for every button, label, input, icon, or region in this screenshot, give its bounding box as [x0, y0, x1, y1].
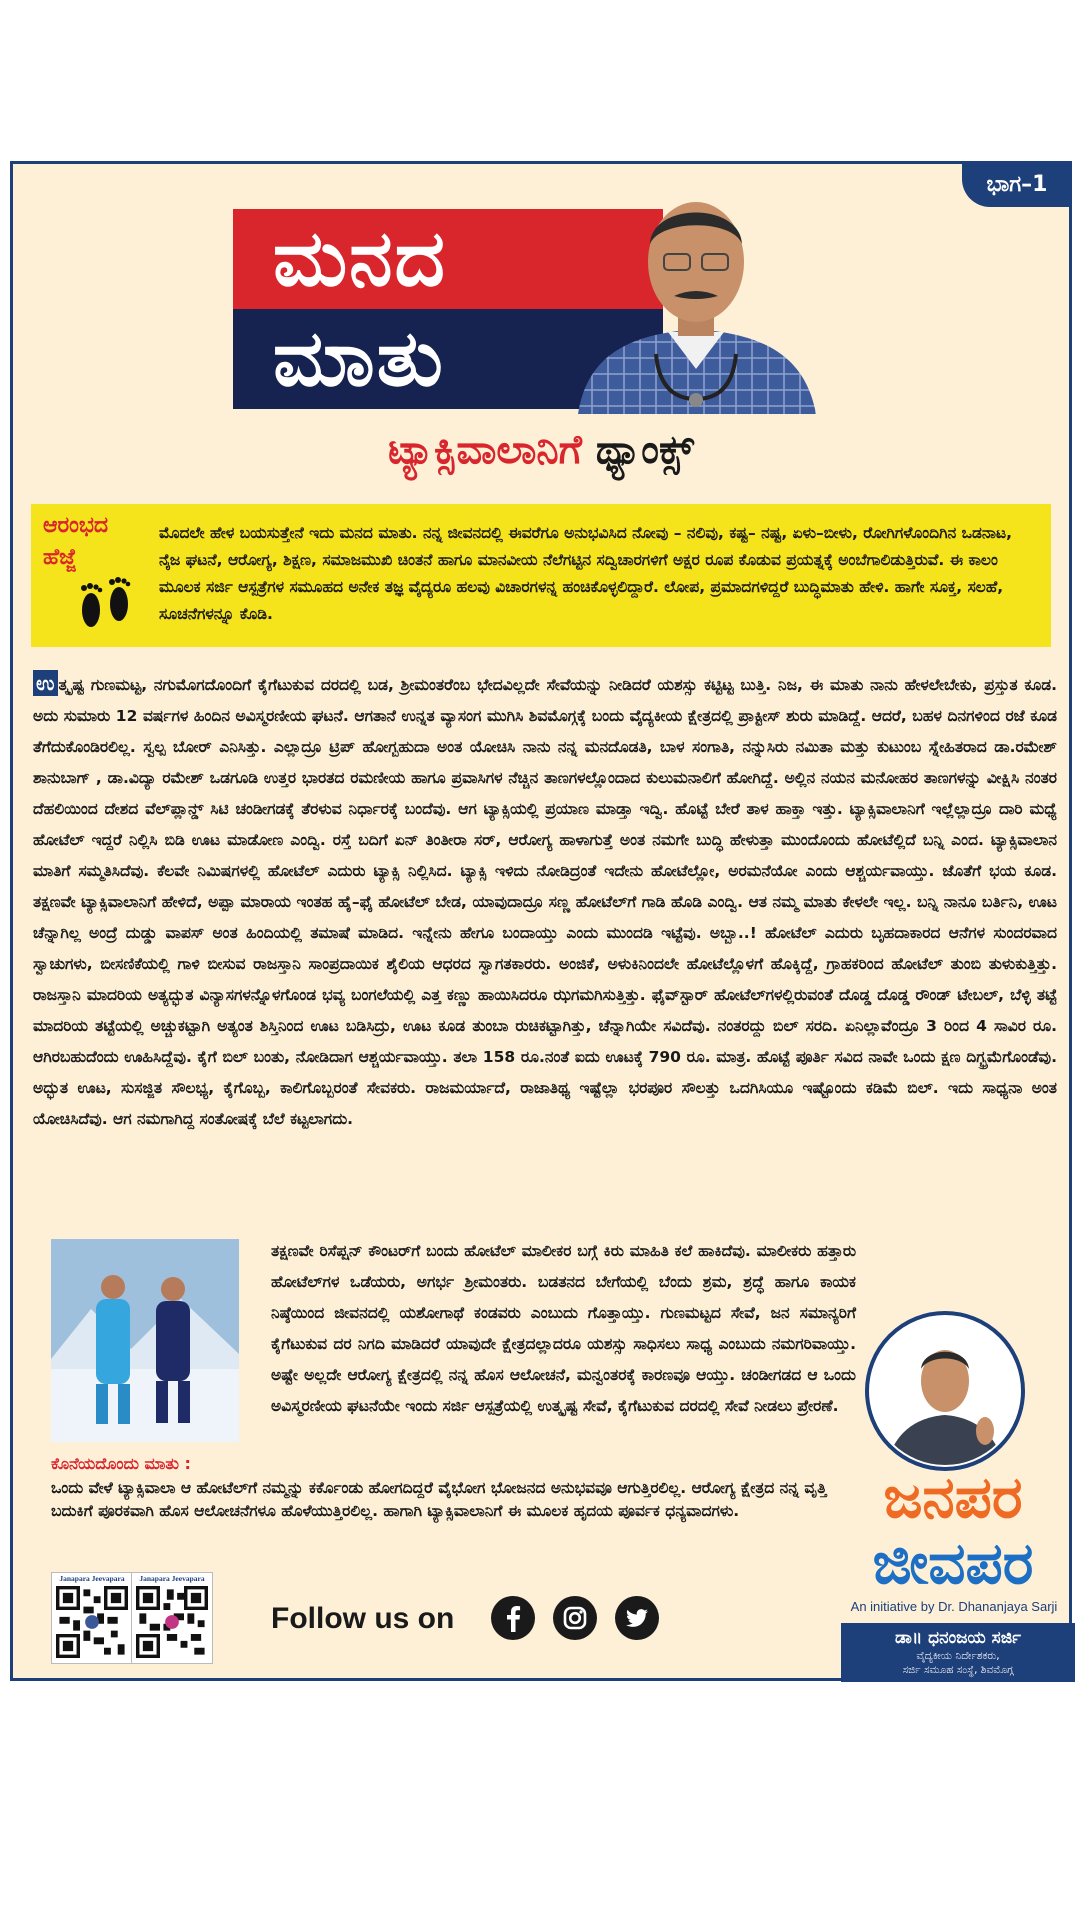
footprints-icon — [71, 572, 141, 632]
author-name: ಡಾ॥ ಧನಂಜಯ ಸರ್ಜಿ — [895, 1628, 1021, 1648]
qr-code-facebook[interactable] — [51, 1572, 133, 1664]
instagram-icon[interactable] — [553, 1596, 597, 1640]
qr-caption: Janapara Jeevapara — [139, 1574, 205, 1583]
intro-box — [31, 504, 1051, 647]
article-body-text: ತ್ಕೃಷ್ಟ ಗುಣಮಟ್ಟ, ನಗುಮೊಗದೊಂದಿಗೆ ಕೈಗೆಟುಕುವ ದರದಲ್ಲಿ ಬಡ, ಶ್ರೀಮಂತರೆಂಬ ಭೇದವಿಲ್ಲದೇ ಸೇವೆಯನ್ನು ನೀಡಿದರೆ ಯಶಸ್ಸು ಕಟ್ಟಿಟ್ಟ ಬುತ್ತಿ. ನಿಜ, ಈ ಮಾತು ನಾನು ಹೇಳಲೇಬೇಕು, ಪ್ರಸ್ತುತ ಕೂಡ. ಅದು ಸುಮಾರು 12 ವರ್ಷಗಳ ಹಿಂದಿನ ಅವಿಸ್ಮರಣೀಯ ಘಟನೆ. ಆಗತಾನೆ ಉನ್ನತ ವ್ಯಾಸಂಗ ಮುಗಿಸಿ ಶಿವಮೊಗ್ಗಕ್ಕೆ ಬಂದು ವೈದ್ಯಕೀಯ ಕ್ಷೇತ್ರದಲ್ಲಿ ಪ್ರಾಕ್ಟೀಸ್ ಶುರು ಮಾಡಿದ್ದೆ. ಆದರೆ, ಬಹಳ ದಿನಗಳಿಂದ ರಜೆ ಕೂಡ ತೆಗೆದುಕೊಂಡಿರಲಿಲ್ಲ. ಸ್ವಲ್ಪ ಬೋರ್ ಎನಿಸಿತ್ತು. ಎಲ್ಲಾದ್ರೂ ಟ್ರಿಪ್ ಹೋಗ್ಬಹುದಾ ಅಂತ ಯೋಚಿಸಿ ನಾನು ನನ್ನ ಮನದೊಡತಿ, ಬಾಳ ಸಂಗಾತಿ, ನನ್ನುಸಿರು ನಮಿತಾ ಮತ್ತು ಕುಟುಂಬ ಸ್ನೇಹಿತರಾದ ಡಾ.ರಮೇಶ್ ಶಾನುಬಾಗ್ , ಡಾ.ವಿದ್ಯಾ ರಮೇಶ್ ಒಡಗೂಡಿ ಉತ್ತರ ಭಾರತದ ರಮಣೀಯ ಹಾಗೂ ಪ್ರವಾಸಿಗಳ ನೆಚ್ಚಿನ ತಾಣಗಳಲ್ಲೊಂದಾದ ಕುಲುಮನಾಲಿಗೆ ಹೋಗಿದ್ದೆ. ಅಲ್ಲಿನ ನಯನ ಮನೋಹರ ತಾಣಗಳನ್ನು ವೀಕ್ಷಿಸಿ ನಂತರ ದೆಹಲಿಯಿಂದ ದೇಶದ ವೆಲ್‌ಪ್ಲಾನ್ಡ್ ಸಿಟಿ ಚಂಡೀಗಡಕ್ಕೆ ತೆರಳುವ ನಿರ್ಧಾರಕ್ಕೆ ಬಂದೆವು. ಆಗ ಟ್ಯಾಕ್ಸಿಯಲ್ಲಿ ಪ್ರಯಾಣ ಮಾಡ್ತಾ ಇದ್ವಿ. ಹೊಟ್ಟೆ ಬೇರೆ ತಾಳ ಹಾಕ್ತಾ ಇತ್ತು. ಟ್ಯಾಕ್ಸಿವಾಲಾನಿಗೆ ಇಲ್ಲೆಲ್ಲಾದ್ರೂ ದಾರಿ ಮಧ್ಯೆ ಹೋಟೆಲ್ ಇದ್ದರೆ ನಿಲ್ಲಿಸಿ ಬಿಡಿ ಊಟ ಮಾಡೋಣ ಎಂದ್ವಿ. ರಸ್ತೆ ಬದಿಗೆ ಏನ್ ತಿಂತೀರಾ ಸರ್, ಆರೋಗ್ಯ ಹಾಳಾಗುತ್ತೆ ಅಂತ ನಮಗೇ ಬುದ್ಧಿ ಹೇಳುತ್ತಾ ಮುಂದೊಂದು ಹೋಟೆಲ್ಲಿದೆ ಬನ್ನಿ ಎಂದ. ಟ್ಯಾಕ್ಸಿವಾಲಾನ ಮಾತಿಗೆ ಸಮ್ಮತಿಸಿದೆವು. ಕೆಲವೇ ನಿಮಿಷಗಳಲ್ಲಿ ಹೋಟೆಲ್ ಎದುರು ಟ್ಯಾಕ್ಸಿ ನಿಲ್ಲಿಸಿದ. ಟ್ಯಾಕ್ಸಿ ಇಳಿದು ನೋಡಿದ್ರಂತೆ ಇದೇನು ಹೋಟೆಲ್ಲೋ, ಅರಮನೆಯೋ ಎಂದು ಆಶ್ಚರ್ಯವಾಯ್ತು. ಜೊತೆಗೆ ಭಯ ಕೂಡ. ತಕ್ಷಣವೇ ಟ್ಯಾಕ್ಸಿವಾಲಾನಿಗೆ ಹೇಳಿದೆ, ಅಪ್ಪಾ ಮಾರಾಯ ಇಂತಹ ಹೈ–ಫೈ ಹೋಟೆಲ್ ಬೇಡ, ಯಾವುದಾದ್ರೂ ಸಣ್ಣ ಹೋಟೆಲ್‌ಗೆ ಗಾಡಿ ಹೊಡಿ ಎಂದ್ವಿ. ಆತ ನಮ್ಮ ಮಾತು ಕೇಳಲೇ ಇಲ್ಲ. ಬನ್ನಿ ನಾನೂ ಬರ್ತಿನಿ, ಊಟ ಚೆನ್ನಾಗಿಲ್ಲ ಅಂದ್ರೆ ದುಡ್ಡು ವಾಪಸ್ ಅಂತ ಹಿಂದಿಯಲ್ಲಿ ತಮಾಷೆ ಮಾಡಿದ. ಇನ್ನೇನು ಹೇಗೂ ಬಂದಾಯ್ತು ಎಂದು ಮುಂದಡಿ ಇಟ್ಟೆವು. ಅಬ್ಬಾ..! ಹೋಟೆಲ್ ಎದುರು ಬೃಹದಾಕಾರದ ಆನೆಗಳ ಸುಂದರವಾದ ಸ್ವಾಚುಗಳು, ಬೀಸಣಿಕೆಯಲ್ಲಿ ಗಾಳಿ ಬೀಸುವ ರಾಜಸ್ತಾನಿ ಸಾಂಪ್ರದಾಯಿಕ ಶೈಲಿಯ ಆಧರದ ಸ್ವಾಗತಕಾರರು. ಅಂಜಿಕೆ, ಅಳುಕಿನಿಂದಲೇ ಹೋಟೆಲ್ಲೊಳಗೆ ಹೊಕ್ಕಿದ್ದೆ, ಗ್ರಾಹಕರಿಂದ ಹೋಟೆಲ್ ತುಂಬಿ ತುಳುಕುತ್ತಿತ್ತು. ರಾಜಸ್ತಾನಿ ಮಾದರಿಯ ಅತ್ಯದ್ಭುತ ವಿನ್ಯಾಸಗಳನ್ನೊಳಗೊಂಡ ಭವ್ಯ ಬಂಗಲೆಯಲ್ಲಿ ಎತ್ತ ಕಣ್ಣು ಹಾಯಿಸಿದರೂ ಝಗಮಗಿಸುತ್ತಿತ್ತು. ಫೈವ್‌ಸ್ಟಾರ್ ಹೋಟೆಲ್‌ಗಳಲ್ಲಿರುವಂತೆ ದೊಡ್ಡ ದೊಡ್ಡ ರೌಂಡ್ ಟೇಬಲ್, ಬೆಳ್ಳಿ ತಟ್ಟೆ ಮಾದರಿಯ ತಟ್ಟೆಯಲ್ಲಿ ಅಚ್ಚುಕಟ್ಟಾಗಿ ಅತ್ಯಂತ ಶಿಸ್ತಿನಿಂದ ಊಟ ಬಡಿಸಿದ್ರು, ಊಟ ಕೂಡ ತುಂಬಾ ರುಚಿಕಟ್ಟಾಗಿತ್ತು, ಚೆನ್ನಾಗಿಯೇ ಸವಿದೆವು. ನಂತರದ್ದು ಬಿಲ್ ಸರದಿ. ಏನಿಲ್ಲಾವೆಂದ್ರೂ 3 ರಿಂದ 4 ಸಾವಿರ ರೂ. ಆಗಿರಬಹುದೆಂದು ಊಹಿಸಿದ್ದೆವು. ಕೈಗೆ ಬಿಲ್ ಬಂತು, ನೋಡಿದಾಗ ಆಶ್ಚರ್ಯವಾಯ್ತು. ತಲಾ 158 ರೂ.ನಂತೆ ಐದು ಊಟಕ್ಕೆ 790 ರೂ. ಮಾತ್ರ. ಹೊಟ್ಟೆ ಪೂರ್ತಿ ಸವಿದ ನಾವೇ ಒಂದು ಕ್ಷಣ ದಿಗ್ಭ್ರಮೆಗೊಂಡೆವು. ಅದ್ಭುತ ಊಟ, ಸುಸಜ್ಜಿತ ಸೌಲಭ್ಯ, ಕೈಗೊಬ್ಬ, ಕಾಲಿಗೊಬ್ಬರಂತೆ ಸೇವಕರು. ರಾಜಮರ್ಯಾದೆ, ರಾಜಾತಿಥ್ಯ ಇಷ್ಟೆಲ್ಲಾ ಭರಪೂರ ಸೌಲತ್ತು ಒದಗಿಸಿಯೂ ಇಷ್ಟೊಂದು ಕಡಿಮೆ ಬಿಲ್. ಇದು ಸಾಧ್ಯನಾ ಅಂತ ಯೋಚಿಸಿದೆವು. ಆಗ ನಮಗಾಗಿದ್ದ ಸಂತೋಷಕ್ಕೆ ಬೆಲೆ ಕಟ್ಟಲಾಗದು. — [33, 676, 1057, 1128]
intro-label-line1: ಆರಂಭದ — [43, 513, 109, 538]
facebook-icon[interactable] — [491, 1596, 535, 1640]
article-title — [13, 426, 1069, 473]
author-portrait — [568, 174, 823, 414]
masthead-line2: ಮಾತು — [233, 309, 663, 409]
article-side-text: ತಕ್ಷಣವೇ ರಿಸೆಪ್ಷನ್ ಕೌಂಟರ್‌ಗೆ ಬಂದು ಹೋಟೆಲ್ ಮಾಲೀಕರ ಬಗ್ಗೆ ಕಿರು ಮಾಹಿತಿ ಕಲೆ ಹಾಕಿದೆವು. ಮಾಲೀಕರು ಹತ್ತಾರು ಹೋಟೆಲ್‌ಗಳ ಒಡೆಯರು, ಅಗರ್ಭ ಶ್ರೀಮಂತರು. ಬಡತನದ ಬೇಗೆಯಲ್ಲಿ ಬೆಂದು ಶ್ರಮ, ಶ್ರದ್ಧೆ ಹಾಗೂ ಕಾಯಕ ನಿಷ್ಠೆಯಿಂದ ಜೀವನದಲ್ಲಿ ಯಶೋಗಾಥೆ ಕಂಡವರು ಎಂಬುದು ಗೊತ್ತಾಯ್ತು. ಗುಣಮಟ್ಟದ ಸೇವೆ, ಜನ ಸಮಾನ್ಯರಿಗೆ ಕೈಗೆಟುಕುವ ದರ ನಿಗದಿ ಮಾಡಿದರೆ ಯಾವುದೇ ಕ್ಷೇತ್ರದಲ್ಲಾದರೂ ಯಶಸ್ಸು ಸಾಧಿಸಲು ಸಾಧ್ಯ ಎಂಬುದು ನಮಗರಿವಾಯ್ತು. ಅಷ್ಟೇ ಅಲ್ಲದೇ ಆರೋಗ್ಯ ಕ್ಷೇತ್ರದಲ್ಲಿ ನನ್ನ ಹೊಸ ಆಲೋಚನೆ, ಮನ್ವಂತರಕ್ಕೆ ಕಾರಣವೂ ಆಯ್ತು. ಚಂಡೀಗಡದ ಆ ಒಂದು ಅವಿಸ್ಮರಣೀಯ ಘಟನೆಯೇ ಇಂದು ಸರ್ಜಿ ಆಸ್ಪತ್ರೆಯಲ್ಲಿ ಉತ್ಕೃಷ್ಟ ಸೇವೆ, ಕೈಗೆಟುಕುವ ದರದಲ್ಲಿ ಸೇವೆ ನೀಡಲು ಪ್ರೇರಣೆ. — [271, 1242, 856, 1415]
part-label: ಭಾಗ–1 — [962, 161, 1072, 207]
author-signature — [841, 1623, 1075, 1682]
twitter-icon[interactable] — [615, 1596, 659, 1640]
intro-text: ಮೊದಲೇ ಹೇಳ ಬಯಸುತ್ತೇನೆ ಇದು ಮನದ ಮಾತು. ನನ್ನ ಜೀವನದಲ್ಲಿ ಈವರೆಗೂ ಅನುಭವಿಸಿದ ನೋವು – ನಲಿವು, ಕಷ್ಟ– ನಷ್ಟ, ಏಳು–ಬೀಳು, ರೋಗಿಗಳೊಂದಿಗಿನ ಒಡನಾಟ, ನೈಜ ಘಟನೆ, ಆರೋಗ್ಯ, ಶಿಕ್ಷಣ, ಸಮಾಜಮುಖಿ ಚಿಂತನೆ ಹಾಗೂ ಮಾನವೀಯ ನೆಲೆಗಟ್ಟಿನ ಸದ್ವಿಚಾರಗಳಿಗೆ ಅಕ್ಷರ ರೂಪ ಕೊಡುವ ಪ್ರಯತ್ನಕ್ಕೆ ಅಂಬೆಗಾಲಿಡುತ್ತಿರುವೆ. ಈ ಕಾಲಂ ಮೂಲಕ ಸರ್ಜಿ ಆಸ್ಪತ್ರೆಗಳ ಸಮೂಹದ ಅನೇಕ ತಜ್ಞ ವೈದ್ಯರೂ ಹಲವು ವಿಚಾರಗಳನ್ನ ಹಂಚಿಕೊಳ್ಳಲಿದ್ದಾರೆ. ಲೋಪ, ಪ್ರಮಾದಗಳಿದ್ದರೆ ಬುದ್ಧಿಮಾತು ಹೇಳಿ. ಹಾಗೇ ಸೂಕ್ತ, ಸಲಹೆ, ಸೂಚನೆಗಳನ್ನೂ ಕೊಡಿ. — [159, 524, 1012, 623]
intro-label — [43, 510, 153, 574]
article-frame — [10, 161, 1072, 1681]
qr-code-instagram[interactable] — [131, 1572, 213, 1664]
article-body — [33, 670, 1057, 1135]
author-org: ಸರ್ಜಿ ಸಮೂಹ ಸಂಸ್ಥೆ, ಶಿವಮೊಗ್ಗ — [902, 1664, 1014, 1676]
logo-line1: ಜನಪರ — [883, 1463, 1023, 1531]
follow-us-label: Follow us on — [271, 1602, 455, 1635]
author-circle-photo — [865, 1311, 1025, 1471]
masthead-line1: ಮನದ — [233, 209, 663, 309]
initiative-credit: An initiative by Dr. Dhananjaya Sarji — [850, 1599, 1058, 1614]
intro-label-line2: ಹೆಜ್ಜೆ — [43, 545, 77, 570]
qr-code-icon — [56, 1586, 128, 1658]
title-part-red: ಟ್ಯಾಕ್ಸಿವಾಲಾನಿಗೆ — [388, 426, 582, 473]
drop-cap: ಉ — [33, 670, 58, 696]
qr-code-icon — [136, 1586, 208, 1658]
title-part-dark: ಥ್ಯಾಂಕ್ಸ್ — [595, 426, 694, 473]
qr-caption: Janapara Jeevapara — [59, 1574, 125, 1583]
closing-heading: ಕೊನೆಯದೊಂದು ಮಾತು : — [51, 1454, 191, 1473]
author-title: ವೈದ್ಯಕೀಯ ನಿರ್ದೇಶಕರು, — [916, 1650, 1000, 1662]
trek-photo — [51, 1239, 239, 1442]
logo-line2: ಜೀವಪರ — [872, 1529, 1034, 1597]
closing-text: ಒಂದು ವೇಳೆ ಟ್ಯಾಕ್ಸಿವಾಲಾ ಆ ಹೋಟೆಲ್‌ಗೆ ನಮ್ಮನ್ನು ಕರ್ಕೊಂಡು ಹೋಗದಿದ್ದರೆ ವೈಭೋಗ ಭೋಜನದ ಅನುಭವವೂ ಆಗುತ್ತಿರಲಿಲ್ಲ. ಆರೋಗ್ಯ ಕ್ಷೇತ್ರದ ನನ್ನ ವೃತ್ತಿ ಬದುಕಿಗೆ ಪೂರಕವಾಗಿ ಹೊಸ ಆಲೋಚನೆಗಳೂ ಹೊಳೆಯುತ್ತಿರಲಿಲ್ಲ. ಹಾಗಾಗಿ ಟ್ಯಾಕ್ಸಿವಾಲಾನಿಗೆ ಈ ಮೂಲಕ ಹೃದಯ ಪೂರ್ವಕ ಧನ್ಯವಾದಗಳು. — [51, 1479, 827, 1520]
